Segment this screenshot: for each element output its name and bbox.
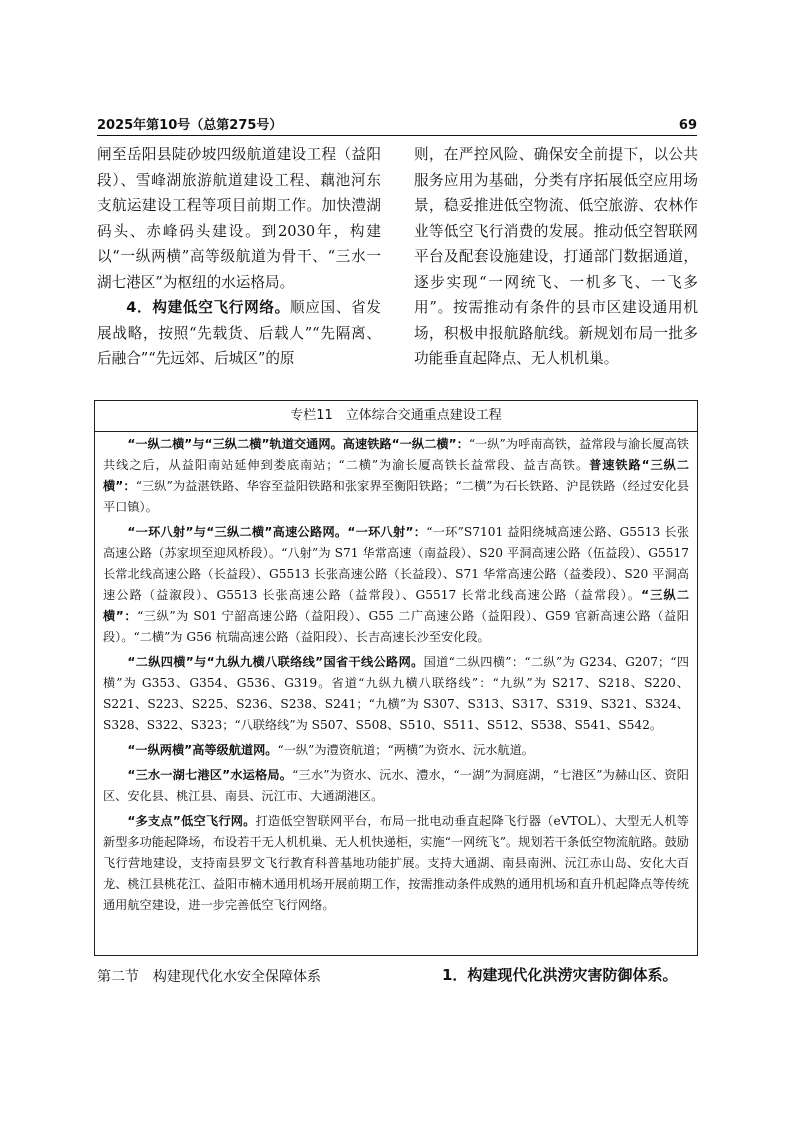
right-column <box>414 142 698 372</box>
box-section-waterways <box>103 740 689 761</box>
box-text: “一纵”为澧资航道；“两横”为资水、沅水航道。 <box>277 743 534 757</box>
left-paragraph-2-text: 顺应国、省发展战略，按照“先载货、后载人”“先隔离、后融合”“先远郊、后城区”的原 <box>97 299 381 367</box>
section-title: 第二节 构建现代化水安全保障体系 <box>97 969 321 985</box>
box-text: “三纵”为 S01 宁韶高速公路（益阳段）、G55 二广高速公路（益阳段）、G59 官新高速公路（益阳段）。“二横”为 G56 杭瑞高速公路（益阳段）、长吉高速长沙至安化段。 <box>103 609 689 644</box>
header-rule <box>97 135 697 136</box>
box-heading: 普速铁路“三纵二横”： <box>103 458 689 493</box>
box-text: 打造低空智联网平台，布局一批电动垂直起降飞行器（eVTOL）、大型无人机等新型多功能起降场，布设若干无人机机巢、无人机快递柜，实施“一网统飞”。规划若干条低空物流航路。鼓励飞行营地建设，支持南县罗文飞行教育科普基地功能扩展。支持大通湖、南县南洲、沅江赤山岛、安化大百龙、桃江县桃花江、益阳市楠木通用机场开展前期工作，按需推动条件成熟的通用机场和直升机起降点等传统通用航空建设，进一步完善低空飞行网络。 <box>103 814 689 912</box>
left-paragraph-1: 闸至岳阳县陡砂坡四级航道建设工程（益阳段）、雪峰湖旅游航道建设工程、藕池河东支航运建设工程等项目前期工作。加快澧湖码头、赤峰码头建设。到2030年，构建以“一纵两横”高等级航道为骨干、“三水一湖七港区”为枢纽的水运格局。 <box>97 146 381 291</box>
subheading: 1．构建现代化洪涝灾害防御体系。 <box>442 966 678 984</box>
box-section-water-transport <box>103 765 689 807</box>
box-section-trunk-roads <box>103 652 689 736</box>
left-column <box>97 142 381 372</box>
page-number: 69 <box>678 118 697 133</box>
box-section-low-altitude <box>103 811 689 916</box>
box-heading: “二纵四横”与“九纵九横八联络线”国省干线公路网。 <box>127 655 424 669</box>
page-header <box>97 117 697 135</box>
box-heading: “三水一湖七港区”水运格局。 <box>127 768 293 782</box>
right-paragraph-1: 则，在严控风险、确保安全前提下，以公共服务应用为基础，分类有序拓展低空应用场景，稳妥推进低空物流、低空旅游、农林作业等低空飞行消费的发展。推动低空智联网平台及配套设施建设，打通部门数据通道，逐步实现“一网统飞、一机多飞、一飞多用”。按需推动有条件的县市区建设通用机场，积极申报航路航线。新规划布局一批多功能垂直起降点、无人机机巢。 <box>414 146 698 367</box>
box-heading: “多支点”低空飞行网。 <box>127 814 256 828</box>
box-text: “一环”S7101 益阳绕城高速公路、G5513 长张高速公路（苏家坝至迎风桥段）。“八射”为 S71 华常高速（南益段）、S20 平洞高速公路（伍益段）、G5517 长常北线高速公路（长益段）、G5513 长张高速公路（长益段）、S71 华常高速公路（益娄段）、S20 平洞高速公路（益溆段）、G5513 长张高速公路（益常段）、G5517 长常北线高速公路（益常段）。 <box>103 525 690 602</box>
box-section-rail <box>103 434 689 518</box>
box-section-highway <box>103 522 689 648</box>
box-heading: “一环八射”与“三纵二横”高速公路网。“一环八射”： <box>127 525 427 539</box>
section-heading-low-altitude: 4．构建低空飞行网络。 <box>126 299 290 316</box>
issue-label: 2025年第10号（总第275号） <box>97 118 283 133</box>
feature-box-title: 专栏11 立体综合交通重点建设工程 <box>95 401 697 432</box>
box-text: 国道“二纵四横”：“二纵”为 G234、G207；“四横”为 G353、G354、G536、G319。省道“九纵九横八联络线”：“九纵”为 S217、S218、S220、S221、S223、S225、S236、S238、S241；“九横”为 S307、S313、S317、S319、S321、S324、S328、S322、S323；“八联络线”为 S507、S508、S510、S511、S512、S538、S541、S542。 <box>103 655 689 732</box>
left-paragraph-2 <box>97 295 381 372</box>
box-text: “一纵”为呼南高铁，益常段与渝长厦高铁共线之后，从益阳南站延伸到娄底南站；“二横”为渝长厦高铁长益常段、益吉高铁。 <box>103 437 689 472</box>
box-heading: “一纵二横”与“三纵二横”轨道交通网。高速铁路“一纵二横”： <box>127 437 469 451</box>
feature-box-body <box>95 432 697 916</box>
box-text: “三水”为资水、沅水、澧水，“一湖”为洞庭湖，“七港区”为赫山区、资阳区、安化县、桃江县、南县、沅江市、大通湖港区。 <box>103 768 689 803</box>
box-heading: “一纵两横”高等级航道网。 <box>127 743 278 757</box>
feature-box <box>94 400 698 956</box>
box-text: “三纵”为益湛铁路、华容至益阳铁路和张家界至衡阳铁路；“二横”为石长铁路、沪昆铁路（经过安化县平口镇）。 <box>103 479 690 514</box>
box-heading: “三纵二横”： <box>103 588 690 623</box>
